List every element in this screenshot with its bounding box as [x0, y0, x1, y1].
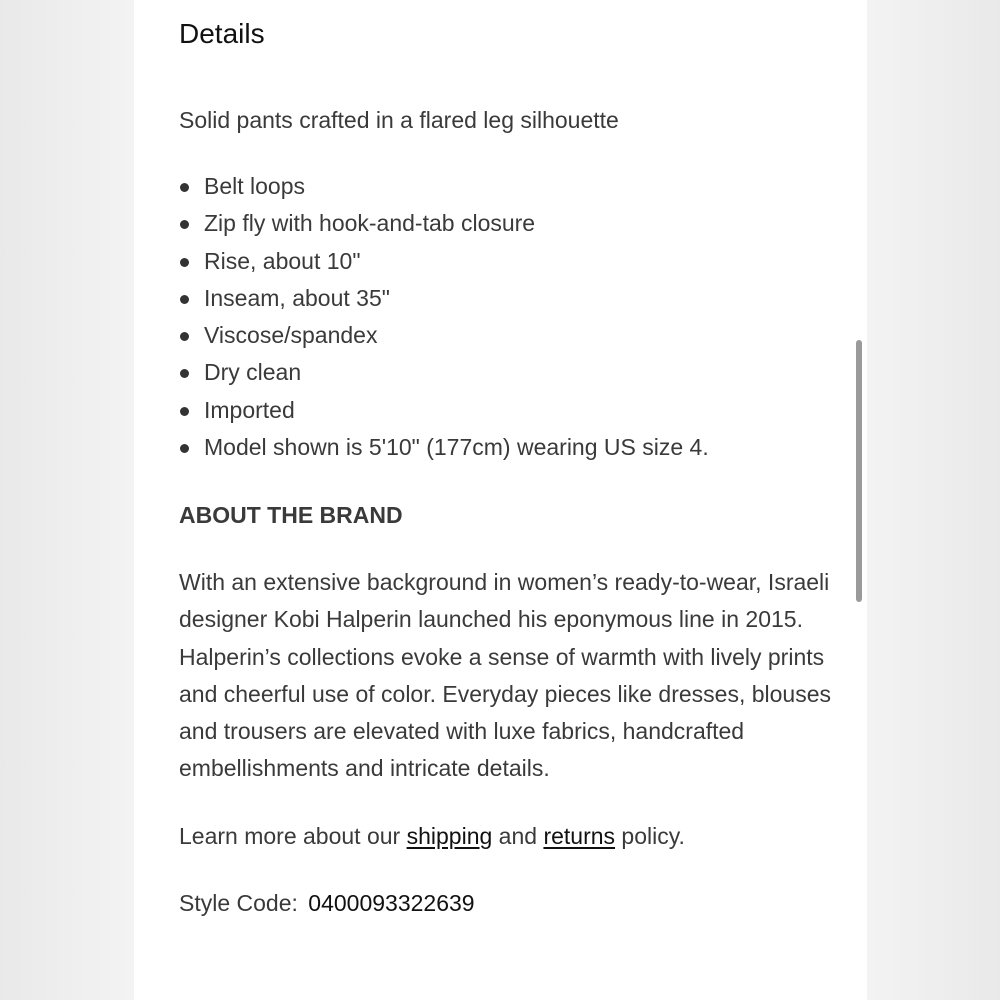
returns-link[interactable]: returns — [543, 823, 616, 849]
list-item: Imported — [179, 392, 709, 429]
scrollbar-thumb[interactable] — [856, 340, 862, 602]
shipping-link[interactable]: shipping — [406, 823, 493, 849]
list-item: Model shown is 5'10" (177cm) wearing US size 4. — [179, 429, 709, 466]
details-intro: Solid pants crafted in a flared leg silhouette — [179, 107, 619, 133]
list-item: Belt loops — [179, 168, 709, 205]
details-title: Details — [179, 18, 265, 49]
list-item: Viscose/spandex — [179, 317, 709, 354]
list-item: Inseam, about 35" — [179, 280, 709, 317]
style-code-label: Style Code: — [179, 890, 298, 916]
style-code-value: 0400093322639 — [308, 890, 475, 916]
list-item: Dry clean — [179, 354, 709, 391]
policy-suffix: policy. — [615, 823, 685, 849]
features-list — [179, 168, 709, 466]
product-details-panel — [134, 0, 867, 1000]
list-item: Zip fly with hook-and-tab closure — [179, 205, 709, 242]
style-code — [179, 885, 475, 921]
about-brand-heading: ABOUT THE BRAND — [179, 502, 403, 528]
policy-line — [179, 818, 685, 854]
about-brand-text: With an extensive background in women’s ready-to-wear, Israeli designer Kobi Halperin launched his eponymous line in 2015. Halperin’s collections evoke a sense of warmth with lively prints and cheerful use of color. Everyday pieces like dresses, blouses and trousers are elevated with luxe fabrics, handcrafted embellishments and intricate details. — [179, 569, 832, 782]
policy-prefix: Learn more about our — [179, 823, 407, 849]
list-item: Rise, about 10" — [179, 243, 709, 280]
policy-middle: and — [492, 823, 544, 849]
